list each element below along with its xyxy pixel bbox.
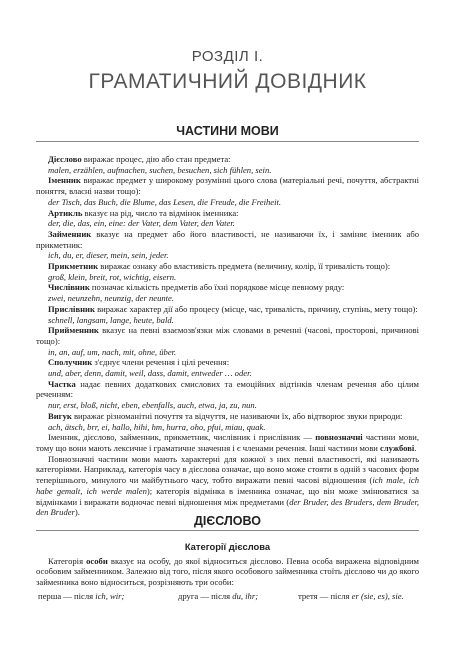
subsection-heading: Категорії дієслова xyxy=(184,541,271,552)
part-of-speech-entry xyxy=(36,357,419,368)
part-of-speech-entry xyxy=(36,304,419,315)
part-of-speech-definition: вказує на певні взаємозв'язки між словами в реченні (часові, просторові, причинові тощо): xyxy=(36,325,419,346)
part-of-speech-examples: schnell, langsam, lange, heute, bald. xyxy=(48,314,174,325)
part-of-speech-entry xyxy=(36,282,419,293)
part-of-speech-term: Частка xyxy=(48,378,76,389)
part-of-speech-definition: з'єднує члени речення і цілі речення: xyxy=(92,357,230,368)
part-of-speech-examples: der, die, das, ein, eine: der Vater, dem Vater, den Vater. xyxy=(48,218,235,229)
verb-section-body xyxy=(36,542,419,602)
part-of-speech-examples: in, an, auf, um, nach, mit, ohne, über. xyxy=(48,346,177,357)
part-of-speech-term: Прикметник xyxy=(48,261,99,272)
part-of-speech-definition: виражає процес, дію або стан предмета: xyxy=(81,154,231,164)
chapter-title: ГРАМАТИЧНИЙ ДОВІДНИК xyxy=(88,70,367,93)
part-of-speech-examples: der Tisch, das Buch, die Blume, das Lesen, die Freude, die Freiheit. xyxy=(48,196,282,207)
part-of-speech-term: Займенник xyxy=(48,228,92,239)
part-of-speech-entry xyxy=(36,175,419,196)
part-of-speech-entry xyxy=(36,325,419,346)
persons-row xyxy=(36,591,419,602)
verb-person-paragraph: Категорія особи вказує на особу, до якої відноситься дієслово. Певна особа виражена відповідним особовим займенником. Залежно від того, після якого особового займенника стоїть дієслово чи до якого займенника воно відноситься, розрізняють три особи: xyxy=(36,555,419,588)
part-of-speech-examples: und, aber, denn, damit, weil, dass, damit, entweder … oder. xyxy=(48,368,252,379)
part-of-speech-entry xyxy=(36,208,419,219)
part-of-speech-entry xyxy=(36,229,419,250)
part-of-speech-term: Прислівник xyxy=(48,303,95,314)
part-of-speech-definition: виражає різноманітні почуття та відчуття, не називаючи їх, або відтворює звуки природи: xyxy=(71,410,403,421)
parts-of-speech-body xyxy=(36,154,419,518)
part-of-speech-definition: виражає характер дії або процесу (місце, час, тривалість, причину, ступінь, мету тощо): xyxy=(94,303,418,314)
person-second: друга — після du, ihr; xyxy=(178,590,259,601)
parts-list xyxy=(36,154,419,432)
chapter-number: РОЗДІЛ І. xyxy=(191,48,264,65)
section-divider xyxy=(36,530,419,531)
part-of-speech-entry xyxy=(36,379,419,400)
part-of-speech-term: Числівник xyxy=(48,282,90,293)
part-of-speech-definition: виражає предмет у широкому розумінні цього слова (матеріальні речі, почуття, абстрактні поняття, власні назви тощо): xyxy=(36,175,419,197)
part-of-speech-definition: виражає ознаку або властивість предмета (величину, колір, її тривалість тощо): xyxy=(98,261,391,272)
part-of-speech-term: Дієслово xyxy=(48,154,82,164)
part-of-speech-definition: вказує на предмет або його властивості, не називаючи їх, і заміняє іменник або прикметник: xyxy=(36,228,419,250)
part-of-speech-entry xyxy=(36,411,419,422)
part-of-speech-term: Іменник xyxy=(48,175,81,186)
part-of-speech-examples: groß, klein, breit, rot, wichtig, eisern. xyxy=(48,271,177,282)
part-of-speech-term: Вигук xyxy=(48,410,72,421)
part-of-speech-entry xyxy=(36,261,419,272)
part-of-speech-term: Сполучник xyxy=(48,357,93,368)
part-of-speech-term: Артикль xyxy=(48,207,83,218)
section-heading-verb: ДІЄСЛОВО xyxy=(194,514,261,528)
part-of-speech-definition: позначає кількість предметів або їхні порядкове місце певному ряду: xyxy=(89,282,345,293)
part-of-speech-definition: вказує на рід, число та відмінок іменника: xyxy=(82,207,239,218)
person-third: третя — після er (sie, es), sie. xyxy=(298,590,404,601)
part-of-speech-examples: malen, erzählen, aufmachen, suchen, besuchen, sich fühlen, sein. xyxy=(48,164,272,175)
summary-paragraph-1: Іменник, дієслово, займенник, прикметник, числівник і прислівник — повнозначні частини мови, тому що вони мають лексичне і граматичне значення і є членами речення. Інші частини мови службові. xyxy=(36,432,419,453)
part-of-speech-examples: nur, erst, bloß, nicht, eben, ebenfalls, auch, etwa, ja, zu, nun. xyxy=(48,400,257,411)
part-of-speech-examples: ach, ätsch, brr, ei, hallo, hihi, hm, hurra, oho, pfui, miau, quak. xyxy=(48,421,266,432)
person-first: перша — після ich, wir; xyxy=(38,590,125,601)
part-of-speech-examples: zwei, neunzehn, neunzig, der neunte. xyxy=(48,293,175,304)
part-of-speech-term: Прийменник xyxy=(48,325,99,336)
section-heading-parts-of-speech: ЧАСТИНИ МОВИ xyxy=(176,124,279,138)
summary-paragraph-2: Повнозначні частини мови мають характерні для кожної з них певні властивості, які називають категоріями. Наприклад, категорія часу в дієслова означає, що воно може стояти в одній з часових форм теперішнього, минулого чи майбутнього часу, тобто виражати певні часові відношення (ich male, ich habe gemalt, ich werde malen); категорія відмінка в іменника означає, що він може змінюватися за відмінками і виражати водночас певні відношення між предметами (der Bruder, des Bruders, dem Bruder, den Bruder). xyxy=(36,453,419,518)
part-of-speech-examples: ich, du, er, dieser, mein, sein, jeder. xyxy=(48,250,169,261)
part-of-speech-definition: надає певних додаткових смислових та емоційних відтінків членам речення або цілим реченням: xyxy=(36,378,419,400)
section-divider xyxy=(36,141,419,142)
part-of-speech-entry xyxy=(36,154,419,165)
